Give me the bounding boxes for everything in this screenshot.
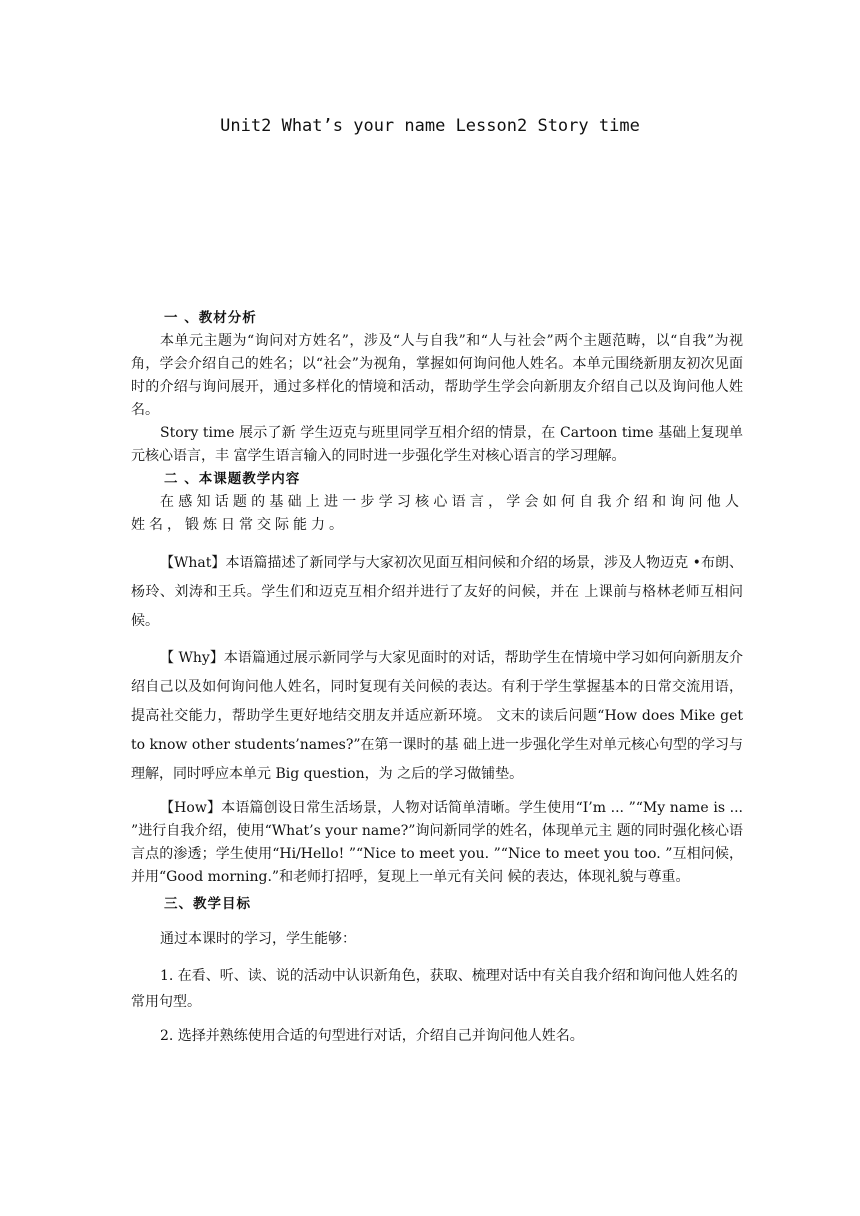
content-paragraph: 在感知话题的基础上进一步学习核心语言，学会如何自我介绍和询问他人姓名，锻炼日常交际能力。	[131, 494, 743, 533]
section-heading-objectives: 三、教学目标	[164, 896, 251, 912]
what-paragraph: 【What】本语篇描述了新同学与大家初次见面互相问候和介绍的场景，涉及人物迈克 •布朗、杨玲、刘涛和王兵。学生们和迈克互相介绍并进行了友好的问候，并在 上课前与格林老师互相问候。	[131, 555, 743, 629]
objective-item-2: 2. 选择并熟练使用合适的句型进行对话，介绍自己并询问他人姓名。	[160, 1028, 584, 1044]
objectives-intro: 通过本课时的学习，学生能够：	[160, 931, 356, 947]
document-body	[131, 307, 743, 1049]
section-heading-analysis: 一 、教材分析	[164, 310, 257, 326]
how-paragraph: 【How】本语篇创设日常生活场景，人物对话简单清晰。学生使用“I’m ... ”“My name is ... ”进行自我介绍，使用“What’s your name?”询问新同学的姓名，体现单元主 题的同时强化核心语言点的渗透；学生使用“Hi/Hello! ”“Nice to meet you. ”“Nice to meet you too. ”互相问候，并用“Good morning.”和老师打招呼，复现上一单元有关问 候的表达，体现礼貌与尊重。	[131, 800, 743, 885]
why-paragraph: 【 Why】本语篇通过展示新同学与大家见面时的对话，帮助学生在情境中学习如何向新朋友介绍自己以及如何询问他人姓名，同时复现有关问候的表达。有利于学生掌握基本的日常交流用语，提高社交能力，帮助学生更好地结交朋友并适应新环境。 文末的读后问题“How does Mike get to know other students’names?”在第一课时的基 础上进一步强化学生对单元核心句型的学习与理解，同时呼应本单元 Big question，为 之后的学习做铺垫。	[131, 650, 743, 782]
analysis-paragraph-1: 本单元主题为“询问对方姓名”，涉及“人与自我”和“人与社会”两个主题范畴，以“自我”为视角，学会介绍自己的姓名；以“社会”为视角，掌握如何询问他人姓名。本单元围绕新朋友初次见面时的介绍与询问展开，通过多样化的情境和活动，帮助学生学会向新朋友介绍自己以及询问他人姓名。	[131, 333, 743, 418]
document-title: Unit2 What’s your name Lesson2 Story time	[220, 116, 640, 136]
section-heading-content: 二 、本课题教学内容	[164, 471, 301, 487]
objective-item-1: 1. 在看、听、读、说的活动中认识新角色，获取、梳理对话中有关自我介绍和询问他人姓名的常用句型。	[131, 968, 738, 1010]
analysis-paragraph-2: Story time 展示了新 学生迈克与班里同学互相介绍的情景，在 Cartoon time 基础上复现单元核心语言，丰 富学生语言输入的同时进一步强化学生对核心语言的学习理解。	[131, 425, 743, 464]
